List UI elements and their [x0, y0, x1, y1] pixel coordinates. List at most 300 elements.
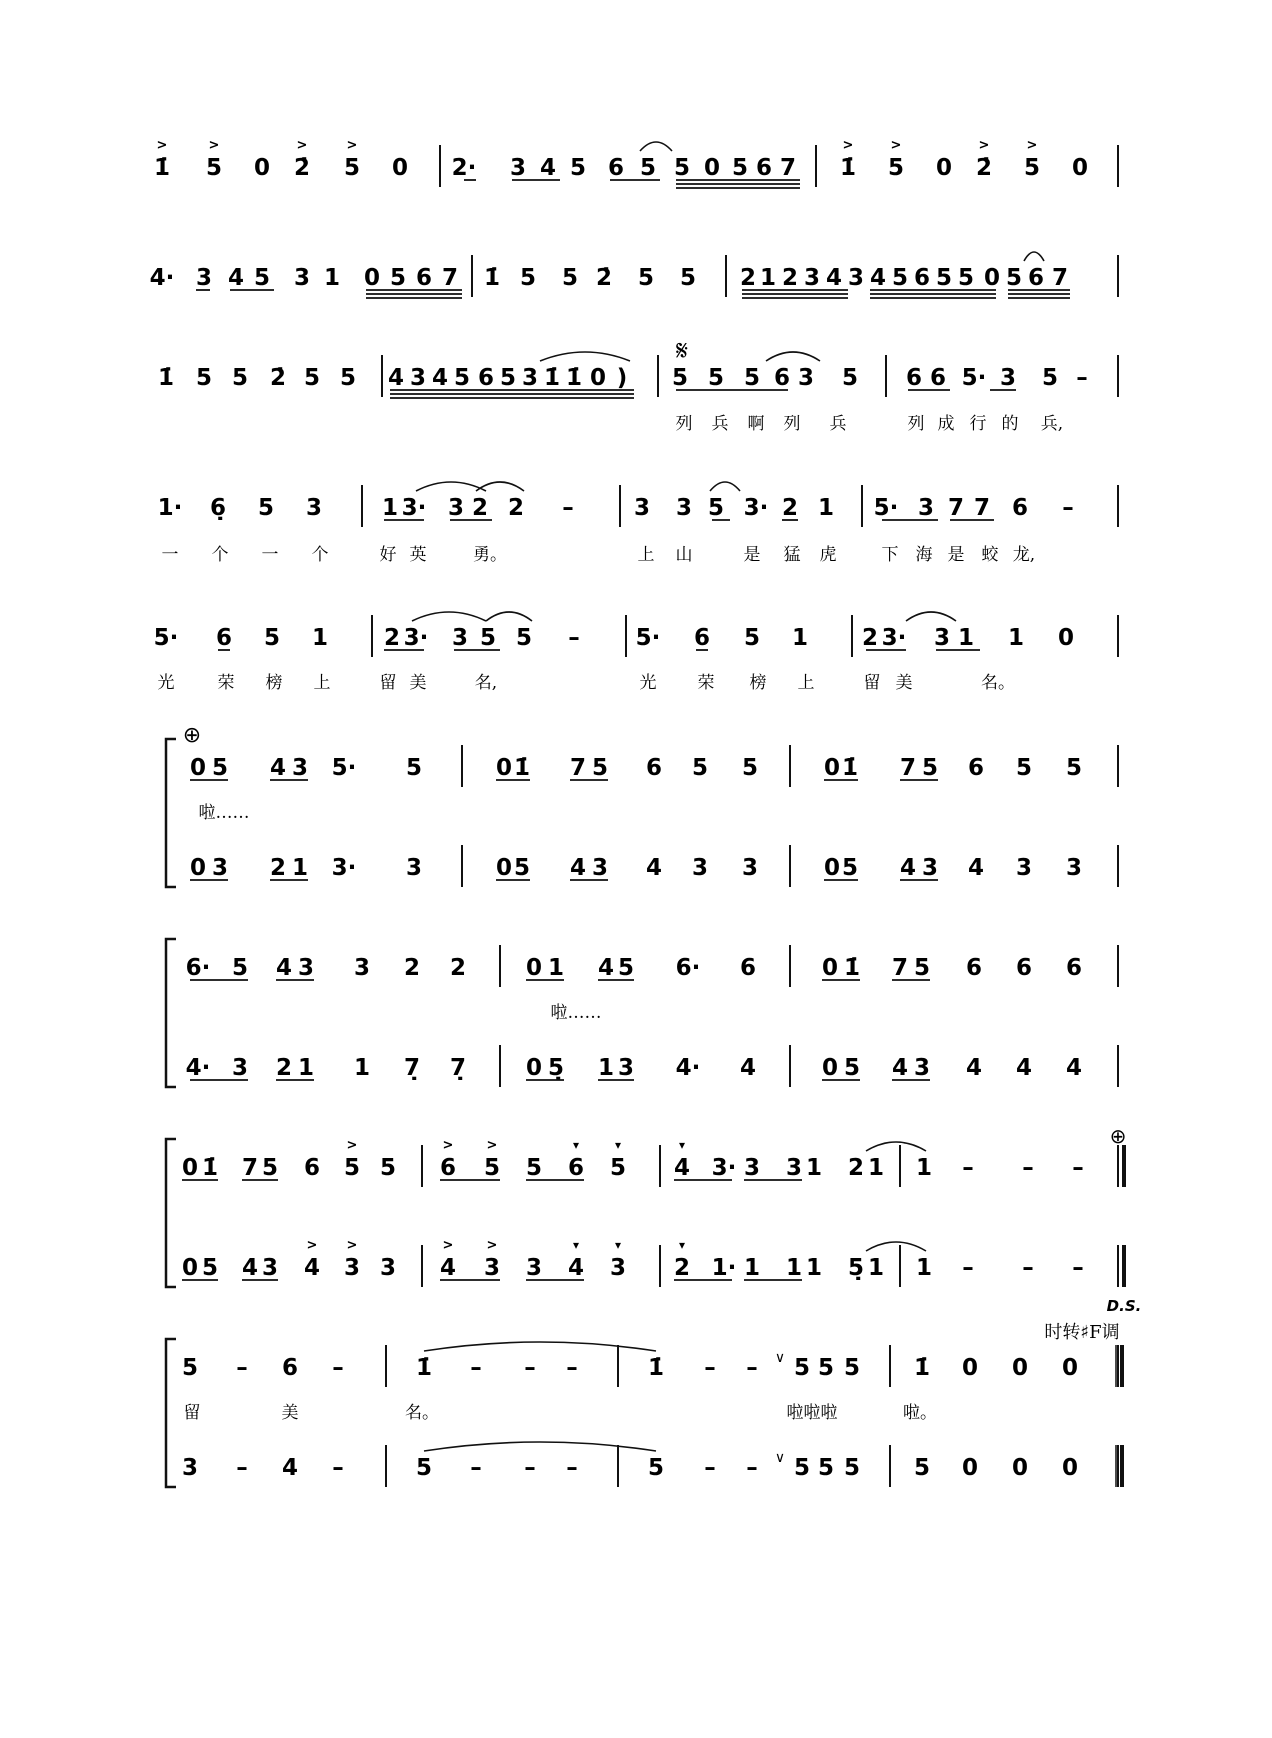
score-note: 4	[1065, 1055, 1083, 1081]
score-note: 1	[323, 265, 341, 291]
score-note: 5	[841, 855, 859, 881]
score-note: 3	[633, 495, 651, 521]
score-note: 1	[817, 495, 835, 521]
score-note: 5	[887, 155, 905, 181]
score-note: 1	[311, 625, 329, 651]
lyric-char: 啊	[747, 414, 765, 434]
score-note: 3	[921, 855, 939, 881]
score-note: 6	[967, 755, 985, 781]
score-note: 2	[269, 855, 287, 881]
score-note: 5	[257, 495, 275, 521]
score-note: 7̣	[403, 1055, 421, 1081]
score-note: 6	[607, 155, 625, 181]
lyric-text: 啦……	[198, 803, 250, 823]
score-note: –	[704, 1355, 716, 1381]
lyric-char: 光	[157, 673, 175, 693]
score-note: 5	[231, 955, 249, 981]
score-note: 3·	[401, 495, 427, 521]
score-note: 3	[917, 495, 935, 521]
score-note: 0	[1011, 1455, 1029, 1481]
score-note: 7	[891, 955, 909, 981]
score-note: 3	[1015, 855, 1033, 881]
lyric-char: 个	[211, 545, 229, 565]
score-note: 3	[195, 265, 213, 291]
score-note: 4	[869, 265, 887, 291]
lyric-text: 啦……	[550, 1003, 602, 1023]
score-note: 1	[597, 1055, 615, 1081]
score-note: 3	[785, 1155, 803, 1181]
score-note: 5	[231, 365, 249, 391]
score-note: 3·	[881, 625, 907, 651]
score-note: 1	[915, 1155, 933, 1181]
score-note: 1	[805, 1155, 823, 1181]
lyric-char: 的	[1001, 414, 1019, 434]
score-note: 5	[591, 755, 609, 781]
score-note: 3	[675, 495, 693, 521]
lyric-char: 一	[261, 545, 279, 565]
score-note: 1·	[711, 1255, 737, 1281]
score-note: 4	[539, 155, 557, 181]
score-note: 5	[743, 365, 761, 391]
score-note: 2	[449, 955, 467, 981]
score-note: 1̇	[201, 1155, 219, 1181]
score-note: 4	[303, 1255, 321, 1281]
score-note: 0	[525, 955, 543, 981]
score-note: 0	[821, 1055, 839, 1081]
lyric-char: 下	[881, 545, 899, 565]
score-note: 0	[1061, 1355, 1079, 1381]
lyric-char: 海	[915, 545, 933, 565]
score-note: 5	[921, 755, 939, 781]
score-note: 2	[847, 1155, 865, 1181]
score-note: 6	[965, 955, 983, 981]
coda-mark: ⊕	[1109, 1124, 1127, 1148]
score-note: 2	[781, 495, 799, 521]
score-note: 5	[181, 1355, 199, 1381]
score-note: 6	[1065, 955, 1083, 981]
accent-mark: >	[156, 138, 168, 153]
score-note: 0	[823, 755, 841, 781]
score-note: 0	[589, 365, 607, 391]
score-note: 1̇	[157, 365, 175, 391]
score-note: 3	[343, 1255, 361, 1281]
lyric-char: 蛟	[981, 545, 999, 565]
score-note: 3	[743, 1155, 761, 1181]
score-note: 4	[241, 1255, 259, 1281]
score-note: 1̇	[513, 755, 531, 781]
lyric-char: 美	[409, 673, 427, 693]
score-note: 1	[791, 625, 809, 651]
score-note: 6	[415, 265, 433, 291]
score-note: 5	[1023, 155, 1041, 181]
score-note: 3	[409, 365, 427, 391]
score-note: 5	[817, 1455, 835, 1481]
lyric-char: 留	[863, 673, 881, 693]
score-note: 3	[211, 855, 229, 881]
score-note: 3	[447, 495, 465, 521]
score-note: 3	[353, 955, 371, 981]
score-note: 3	[483, 1255, 501, 1281]
lyric-char: 上	[637, 545, 655, 565]
score-note: 1	[1007, 625, 1025, 651]
score-note: 0	[189, 855, 207, 881]
score-note: 6	[645, 755, 663, 781]
score-note: –	[524, 1455, 536, 1481]
ds-mark: D.S.	[1106, 1297, 1142, 1315]
score-note: 5	[609, 1155, 627, 1181]
score-note: 0	[1071, 155, 1089, 181]
score-note: –	[1072, 1255, 1084, 1281]
lyric-char: 名。	[981, 673, 1015, 693]
slur	[424, 1342, 656, 1351]
score-note: 5	[731, 155, 749, 181]
score-note: 5	[637, 265, 655, 291]
score-note: 2̇	[269, 365, 287, 391]
score-note: 3	[405, 855, 423, 881]
score-note: 5	[343, 155, 361, 181]
score-note: 5	[843, 1055, 861, 1081]
score-note: 4	[967, 855, 985, 881]
score-note: 4	[275, 955, 293, 981]
score-note: 5	[263, 625, 281, 651]
score-note: 5	[253, 265, 271, 291]
score-note: 4	[281, 1455, 299, 1481]
score-note: 1	[353, 1055, 371, 1081]
score-note: 5	[793, 1455, 811, 1481]
score-note: 3·	[743, 495, 769, 521]
score-note: 7	[569, 755, 587, 781]
score-note: –	[566, 1355, 578, 1381]
score-note: 3	[509, 155, 527, 181]
score-note: –	[524, 1355, 536, 1381]
lyric-char: 虎	[819, 545, 837, 565]
score-note: 3	[609, 1255, 627, 1281]
score-note: 0	[1061, 1455, 1079, 1481]
score-note: 5	[261, 1155, 279, 1181]
score-note: 1	[785, 1255, 803, 1281]
score-note: 3	[803, 265, 821, 291]
slur	[412, 612, 486, 621]
score-note: 4·	[149, 265, 175, 291]
score-note: 3	[521, 365, 539, 391]
staccato-mark: ▾	[678, 1138, 686, 1152]
accent-mark: >	[486, 1238, 498, 1253]
lyric-char: 美	[895, 673, 913, 693]
score-note: 1̇	[543, 365, 561, 391]
system-bracket	[166, 939, 176, 1087]
score-note: 4	[1015, 1055, 1033, 1081]
score-note: 5	[303, 365, 321, 391]
score-note: 1̇	[843, 955, 861, 981]
score-note: 4	[439, 1255, 457, 1281]
score-note: 5	[743, 625, 761, 651]
lyric-char: 好	[379, 545, 397, 565]
slur	[710, 482, 740, 491]
score-note: 5	[201, 1255, 219, 1281]
score-note: 5	[691, 755, 709, 781]
score-note: 1	[297, 1055, 315, 1081]
score-note: 0	[363, 265, 381, 291]
score-note: 2	[781, 265, 799, 291]
system-bracket	[166, 739, 176, 887]
score-note: 3	[591, 855, 609, 881]
score-note: –	[470, 1355, 482, 1381]
score-note: 4	[965, 1055, 983, 1081]
breath-mark: ∨	[774, 1450, 786, 1466]
slur	[540, 352, 630, 361]
score-note: 4	[739, 1055, 757, 1081]
accent-mark: >	[978, 138, 990, 153]
score-note: 1̇	[565, 365, 583, 391]
score-note: 5	[1065, 755, 1083, 781]
score-note: 5	[679, 265, 697, 291]
score-note: 7	[947, 495, 965, 521]
score-note: 7	[973, 495, 991, 521]
score-note: 6	[439, 1155, 457, 1181]
score-note: 5	[843, 1455, 861, 1481]
score-note: 3	[261, 1255, 279, 1281]
score-note: 2	[275, 1055, 293, 1081]
accent-mark: >	[1026, 138, 1038, 153]
score-note: 3·	[331, 855, 357, 881]
score-note: 3	[181, 1455, 199, 1481]
score-note: 5	[673, 155, 691, 181]
lyric-char: 龙,	[1012, 545, 1036, 565]
score-note: 2	[739, 265, 757, 291]
score-note: 5	[707, 365, 725, 391]
score-note: 1	[381, 495, 399, 521]
score-note: –	[1062, 495, 1074, 521]
slur	[640, 142, 672, 151]
accent-mark: >	[208, 138, 220, 153]
score-note: 4	[597, 955, 615, 981]
score-note: 2	[507, 495, 525, 521]
score-note: 0	[181, 1155, 199, 1181]
accent-mark: >	[346, 138, 358, 153]
slur	[1024, 252, 1044, 261]
score-note: 4	[891, 1055, 909, 1081]
score-note: 5	[453, 365, 471, 391]
score-note: 1	[957, 625, 975, 651]
slur	[766, 352, 820, 361]
score-note: 3	[305, 495, 323, 521]
slur	[866, 1142, 926, 1151]
score-note: 3	[847, 265, 865, 291]
score-note: 2	[861, 625, 879, 651]
score-note: 0	[983, 265, 1001, 291]
score-note: 7	[441, 265, 459, 291]
accent-mark: >	[346, 1238, 358, 1253]
score-note: 5	[671, 365, 689, 391]
score-note: 5	[343, 1155, 361, 1181]
score-note: 5	[479, 625, 497, 651]
score-note: –	[962, 1155, 974, 1181]
score-note: 3	[913, 1055, 931, 1081]
score-note: 2̇	[975, 155, 993, 181]
score-note: –	[332, 1355, 344, 1381]
score-note: 5·	[331, 755, 357, 781]
slur	[416, 482, 486, 491]
score-note: 4	[227, 265, 245, 291]
score-note: )	[616, 365, 628, 391]
staccato-mark: ▾	[614, 1138, 622, 1152]
score-note: 3	[797, 365, 815, 391]
score-note: 6	[1027, 265, 1045, 291]
score-note: 1	[547, 955, 565, 981]
lyric-char: 英	[409, 545, 427, 565]
score-note: 0	[495, 855, 513, 881]
score-note: 1·	[157, 495, 183, 521]
system-bracket	[166, 1339, 176, 1487]
score-note: 5	[891, 265, 909, 291]
lyric-char: 留	[379, 673, 397, 693]
lyric-char: 名。	[405, 1403, 439, 1423]
score-note: 5	[195, 365, 213, 391]
score-note: 4	[645, 855, 663, 881]
score-note: 5·	[635, 625, 661, 651]
score-note: 5	[843, 1355, 861, 1381]
lyric-char: 啦啦啦	[786, 1403, 838, 1423]
score-note: 4	[567, 1255, 585, 1281]
score-note: 6·	[675, 955, 701, 981]
lyric-char: 猛	[783, 545, 801, 565]
score-note: –	[746, 1455, 758, 1481]
score-note: 5·	[153, 625, 179, 651]
score-note: 0	[961, 1355, 979, 1381]
score-note: 5	[389, 265, 407, 291]
lyric-char: 啦。	[903, 1403, 937, 1423]
score-note: 6̣	[209, 495, 227, 521]
score-note: 0	[1057, 625, 1075, 651]
score-note: 5	[957, 265, 975, 291]
score-note: 3	[691, 855, 709, 881]
score-note: 5	[525, 1155, 543, 1181]
score-note: 5	[1015, 755, 1033, 781]
lyric-char: 兵,	[1040, 414, 1064, 434]
score-note: 4	[387, 365, 405, 391]
staccato-mark: ▾	[572, 1238, 580, 1252]
staccato-mark: ▾	[572, 1138, 580, 1152]
score-note: 5	[639, 155, 657, 181]
slur	[424, 1442, 656, 1451]
score-note: 0	[935, 155, 953, 181]
score-note: 4·	[185, 1055, 211, 1081]
score-note: 6	[693, 625, 711, 651]
score-note: 2·	[451, 155, 477, 181]
staccato-mark: ▾	[614, 1238, 622, 1252]
score-note: –	[562, 495, 574, 521]
score-note: –	[236, 1355, 248, 1381]
score-note: 1̇	[483, 265, 501, 291]
score-note: 1̇	[415, 1355, 433, 1381]
score-note: 1̇	[841, 755, 859, 781]
lyric-char: 光	[639, 673, 657, 693]
score-note: 5	[569, 155, 587, 181]
score-note: 5	[379, 1155, 397, 1181]
lyric-char: 列	[907, 414, 925, 434]
accent-mark: >	[842, 138, 854, 153]
score-note: 3	[999, 365, 1017, 391]
score-note: 5	[211, 755, 229, 781]
score-note: 1̇	[913, 1355, 931, 1381]
coda-mark: ⊕	[182, 723, 202, 748]
score-note: 5	[817, 1355, 835, 1381]
score-note: 5	[483, 1155, 501, 1181]
score-note: 1̇	[839, 155, 857, 181]
accent-mark: >	[890, 138, 902, 153]
score-note: 5̣	[847, 1255, 865, 1281]
score-note: 2̇	[293, 155, 311, 181]
lyric-char: 上	[313, 673, 331, 693]
score-note: 4	[569, 855, 587, 881]
score-note: 7̣	[449, 1055, 467, 1081]
score-note: 6	[739, 955, 757, 981]
score-note: 6	[1011, 495, 1029, 521]
score-note: 6	[567, 1155, 585, 1181]
score-note: 6·	[185, 955, 211, 981]
accent-mark: >	[346, 1138, 358, 1153]
score-note: 5	[519, 265, 537, 291]
staccato-mark: ▾	[678, 1238, 686, 1252]
score-note: 7	[1051, 265, 1069, 291]
slur	[906, 612, 956, 621]
slur	[486, 612, 532, 621]
score-note: 3·	[711, 1155, 737, 1181]
score-note: –	[568, 625, 580, 651]
score-note: –	[566, 1455, 578, 1481]
score-note: –	[1076, 365, 1088, 391]
score-note: 7	[779, 155, 797, 181]
score-note: 5	[499, 365, 517, 391]
score-note: 6	[281, 1355, 299, 1381]
lyric-char: 列	[783, 414, 801, 434]
score-note: 3	[525, 1255, 543, 1281]
lyric-char: 留	[183, 1403, 201, 1423]
score-note: 3	[741, 855, 759, 881]
lyric-char: 是	[743, 545, 761, 565]
score-note: 2	[673, 1255, 691, 1281]
score-note: 5	[741, 755, 759, 781]
score-note: –	[470, 1455, 482, 1481]
score-note: 4	[825, 265, 843, 291]
score-note: –	[236, 1455, 248, 1481]
score-note: 5	[513, 855, 531, 881]
score-note: 5	[1041, 365, 1059, 391]
score-note: 1	[867, 1155, 885, 1181]
score-note: 4	[673, 1155, 691, 1181]
score-note: 0	[189, 755, 207, 781]
score-note: 3	[451, 625, 469, 651]
lyric-char: 上	[797, 673, 815, 693]
score-note: 3	[379, 1255, 397, 1281]
slur	[866, 1242, 926, 1251]
score-note: 3	[1065, 855, 1083, 881]
score-note: 7	[241, 1155, 259, 1181]
score-note: –	[1022, 1255, 1034, 1281]
score-note: 5·	[961, 365, 987, 391]
score-note: 3·	[403, 625, 429, 651]
score-note: 1	[759, 265, 777, 291]
score-note: –	[962, 1255, 974, 1281]
score-note: 0	[823, 855, 841, 881]
score-note: 1	[867, 1255, 885, 1281]
score-note: 1	[805, 1255, 823, 1281]
score-note: 3	[617, 1055, 635, 1081]
system-bracket	[166, 1139, 176, 1287]
lyric-char: 名,	[474, 673, 498, 693]
score-note: –	[1022, 1155, 1034, 1181]
score-note: 5̣	[547, 1055, 565, 1081]
